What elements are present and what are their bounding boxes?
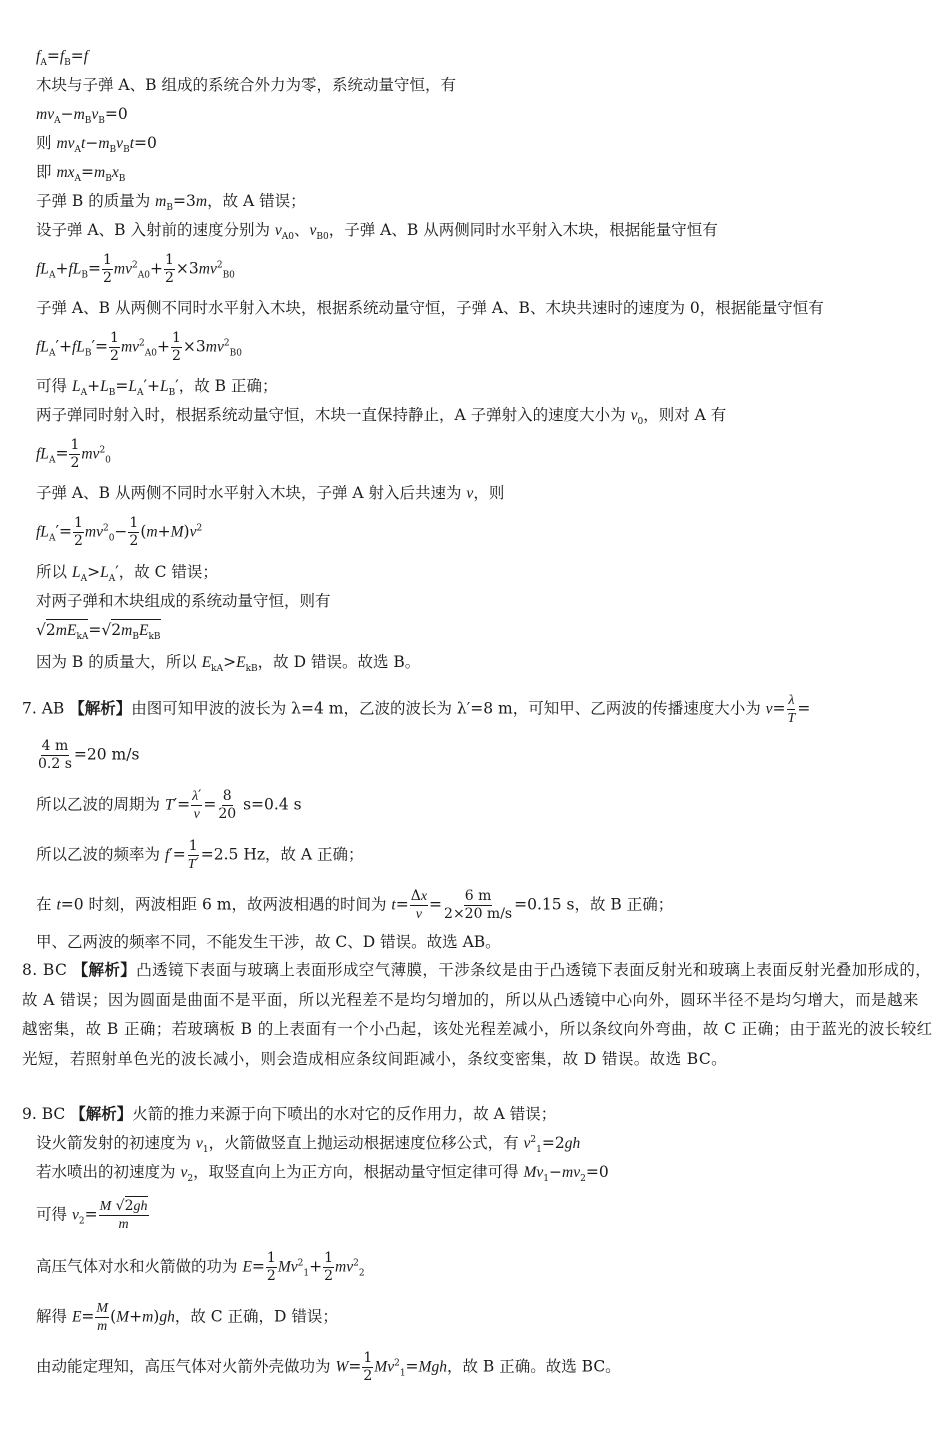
text-line: 两子弹同时射入时，根据系统动量守恒，木块一直保持静止，A 子弹射入的速度大小为 $v_0$，则对 A 有 xyxy=(36,406,727,428)
text-line: 因为 B 的质量大，所以 $E_{kA}>E_{kB}$，故 D 错误。故选 B。 xyxy=(36,653,421,675)
text-line: 设火箭发射的初速度为 $v_1$，火箭做竖直上抛运动根据速度位移公式，有 $v^2_1=2gh$ xyxy=(36,1134,581,1156)
eq-fLA: $fL_A=$ $\frac{1}{2}$ $mv^2_0$ xyxy=(36,437,111,471)
question-8: 8. BC 【解析】凸透镜下表面与玻璃上表面形成空气薄膜，干涉条纹是由于凸透镜下表面反射光和玻璃上表面反射光叠加形成的，故 A 错误；因为圆面是曲面不是平面，所以光程差不是均匀增加的，所以从凸透镜中心向外，圆环半径不是均匀增大，而是越来越密集，故 B 正确；若玻璃板 B 的上表面有一个小凸起，该处光程差减小，所以条纹向外弯曲，故 C 正确；由于蓝光的波长较红光短，若照射单色光的波长减小，则会造成相应条纹间距减小，条纹变密集，故 D 错误。故选 BC。 xyxy=(22,960,933,1068)
text-line: 子弹 B 的质量为 $m_B=3m$，故 A 错误； xyxy=(36,192,306,214)
eq-frequency: 所以乙波的频率为 f′= $\frac{1}{T'}$ =2.5 Hz，故 A 正确； xyxy=(36,838,364,872)
eq-work-E: 高压气体对水和火箭做的功为 E= $\frac{1}{2}$ $Mv^2_1+$ $\frac{1}{2}$ $mv^2_2$ xyxy=(36,1250,365,1284)
eq-momentum-time: 则 $mv_At-m_Bv_Bt=0$ xyxy=(36,134,157,156)
eq-displacement: 即 $mx_A=m_Bx_B$ xyxy=(36,163,126,185)
text-line: 甲、乙两波的频率不同，不能发生干涉，故 C、D 错误。故选 AB。 xyxy=(36,933,501,951)
eq-energy-2: $fL_A'+fL_B'=$ $\frac{1}{2}$ $mv^2_{A0}+$ $\frac{1}{2}$ $\times 3mv^2_{B0}$ xyxy=(36,330,242,364)
question-7: 7. AB 【解析】由图可知甲波的波长为 λ=4 m，乙波的波长为 λ′=8 m，可知甲、乙两波的传播速度大小为 v= $\frac{\lambda}{T}$ = xyxy=(22,693,811,726)
text-line: 若水喷出的初速度为 $v_2$，取竖直向上为正方向，根据动量守恒定律可得 $Mv_1-mv_2=0$ xyxy=(36,1163,609,1185)
eq-fLA-prime: $fL_A'=$ $\frac{1}{2}$ $mv^2_0-$ $\frac{1}{2}$ $(m+M)v^2$ xyxy=(36,515,203,549)
eq-energy-1: $fL_A+fL_B=$ $\frac{1}{2}$ $mv^2_{A0}+$ $\frac{1}{2}$ $\times 3mv^2_{B0}$ xyxy=(36,252,235,286)
question-9: 9. BC 【解析】火箭的推力来源于向下喷出的水对它的反作用力，故 A 错误； xyxy=(22,1104,557,1123)
eq-v2: 可得 $v_2=$ $\frac{M √2gh}{m}$ xyxy=(36,1198,148,1232)
eq-work-W: 由动能定理知，高压气体对火箭外壳做功为 W= $\frac{1}{2}$ $Mv^2_1=Mgh$，故 B 正确。故选 BC。 xyxy=(36,1350,621,1384)
text-line: 可得 $L_A+L_B=L_A'+L_B'$，故 B 正确； xyxy=(36,377,278,399)
text-line: 设子弹 A、B 入射前的速度分别为 $v_{A0}$、$v_{B0}$，子弹 A、B 从两侧同时水平射入木块，根据能量守恒有 xyxy=(36,221,718,243)
eq-momentum: $mv_A-m_Bv_B=0$ xyxy=(36,105,128,127)
eq-sqrt: $√2mE_{kA}=√2m_BE_{kB}$ xyxy=(36,621,161,643)
text-line: 所以 $L_A>L_A'$，故 C 错误； xyxy=(36,563,218,585)
eq-E-solution: 解得 E= $\frac{M}{m}$ (M+m)gh，故 C 正确，D 错误； xyxy=(36,1301,338,1334)
eq-friction-equal: $f_A=f_B=f$ xyxy=(36,47,89,69)
text-line: 子弹 A、B 从两侧不同时水平射入木块，根据系统动量守恒，子弹 A、B、木块共速时的速度为 0，根据能量守恒有 xyxy=(36,299,824,317)
text-line: 对两子弹和木块组成的系统动量守恒，则有 xyxy=(36,592,331,610)
text-line: 子弹 A、B 从两侧不同时水平射入木块，子弹 A 射入后共速为 v，则 xyxy=(36,484,505,502)
eq-wave-speed: $\frac{4 m}{0.2 s}$ =20 m/s xyxy=(38,738,140,772)
eq-meet-time: 在 t=0 时刻，两波相距 6 m，故两波相遇的时间为 t= $\frac{\Delta x}{v}$ = $\frac{6 m}{2\times 20 m/s}$ =0.15 s，故 B 正确； xyxy=(36,888,674,922)
eq-period: 所以乙波的周期为 T′= $\frac{\lambda'}{v}$ = $\frac{8}{20}$ s=0.4 s xyxy=(36,788,302,822)
text-line: 木块与子弹 A、B 组成的系统合外力为零，系统动量守恒，有 xyxy=(36,76,456,94)
